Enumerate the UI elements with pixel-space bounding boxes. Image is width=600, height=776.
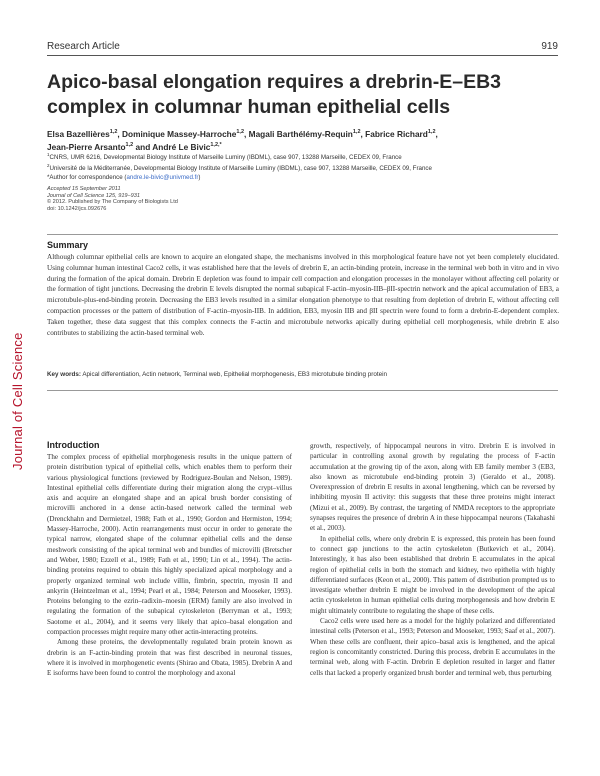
affiliation-2-text: Université de la Méditerranée, Developmental Biology Institute of Marseille Luminy (IBDML), case 907, 13288 Marseille, CEDEX 09, France xyxy=(49,165,432,173)
correspondence-suffix: ) xyxy=(198,173,201,181)
author-affiliation-marker: 1,2 xyxy=(236,129,245,135)
author-affiliation-marker: 1,2,* xyxy=(210,141,222,148)
body-column-left xyxy=(47,452,292,679)
affiliation-1-text: CNRS, UMR 6216, Developmental Biology Institute of Marseille Luminy (IBDML), case 907, 13288 Marseille, CEDEX 09, France xyxy=(49,154,402,162)
author-name: Magali Barthélémy-Requin xyxy=(248,128,353,139)
keywords-divider xyxy=(47,390,558,391)
paragraph: growth, respectively, of hippocampal neurons in vitro. Drebrin E is involved in particular in controlling axonal growth by regulating the process of F-actin accumulation at the growing tip of the axon, along with EB family member 3 (EB3, also known as microtubule end-binding protein 3) (Geraldo et al., 2008). Overexpression of drebrin E results in axonal lengthening, which can be reversed by inhibiting myosin II activity: this suggests that these three proteins might interact (Mizui et al., 2009). By contrast, the targeting of NMDA receptors to the appropriate synapses requires the presence of drebrin A in these hippocampal neurons (Takahashi et al., 2003). xyxy=(310,442,555,533)
author-name: Jean-Pierre Arsanto xyxy=(47,141,126,152)
author-affiliation-marker: 1,2 xyxy=(352,129,361,135)
journal-name: Journal of Cell Science xyxy=(10,332,25,470)
keywords xyxy=(47,370,559,379)
introduction-heading: Introduction xyxy=(47,440,100,450)
header-divider xyxy=(47,55,558,56)
author-name: André Le Bivic xyxy=(152,141,211,152)
author-line-1 xyxy=(47,127,567,140)
correspondence xyxy=(47,174,567,182)
author-separator: , xyxy=(244,128,249,139)
body-column-right xyxy=(310,441,555,678)
running-header xyxy=(47,41,558,52)
correspondence-email-link[interactable]: andre.le-bivic@univmed.fr xyxy=(126,173,199,181)
author-name: Fabrice Richard xyxy=(365,128,428,139)
title-line-1: Apico-basal elongation requires a drebrin-E–EB3 xyxy=(47,71,502,93)
accepted-date: Accepted 15 September 2011 xyxy=(47,186,121,192)
author-separator: , xyxy=(117,128,123,139)
affiliations xyxy=(47,151,567,182)
affiliation-2: $^2$Université de la Méditerranée, Developmental Biology Institute of Marseille Luminy (IBDML), case 907, 13288 Marseille, CEDEX 09, France xyxy=(47,163,432,173)
page-number: 919 xyxy=(541,41,558,52)
journal-reference: Journal of Cell Science 125, 919–931 xyxy=(47,192,140,199)
doi: doi: 10.1242/jcs.092676 xyxy=(47,205,107,212)
affiliation-1: $^1$CNRS, UMR 6216, Developmental Biology Institute of Marseille Luminy (IBDML), case 907, 13288 Marseille, CEDEX 09, France xyxy=(47,152,402,162)
summary-text: Although columnar epithelial cells are known to acquire an elongated shape, the mechanisms involved in this morphological feature have not yet been completely elucidated. Using columnar human intestinal Caco2 cells, it was established here that the levels of drebrin E, an actin-binding protein, increase in the terminal web both in vitro and in vivo during the formation of the apical domain. Drebrin E depletion was found to impair cell compaction and elongation processes in the monolayer without affecting cell polarity or the formation of tight junctions. Decreasing the drebrin E levels disrupted the normal subapical F-actin–myosin-IIB–βII-spectrin network and the apical accumulation of EB3, a microtubule-plus-end-binding protein. Decreasing the EB3 levels resulted in a similar elongation phenotype to that resulting from depletion of drebrin E, without affecting cell compaction processes or the pattern of distribution of F-actin–myosin-IIB. In addition, EB3, myosin IIB and βII spectrin were found to form a drebrin-E-dependent complex. Taken together, these data suggest that this complex connects the F-actin and microtubule networks apically during epithelial cell morphogenesis, while drebrin E also contributes to stabilizing the actin-based terminal web. xyxy=(47,253,559,337)
article-metadata xyxy=(47,186,347,212)
section-label: Research Article xyxy=(47,41,120,52)
author-separator: , xyxy=(360,128,366,139)
author-affiliation-marker: 1,2 xyxy=(125,141,134,148)
paragraph: Among these proteins, the developmentally regulated brain protein known as drebrin is an F-actin-binding protein that was first described in neuronal tissues, where it is involved in morphogenetic events (Shirao and Obata, 1985). Drebrin A and E isoforms have been found to control the morphology and axonal xyxy=(47,638,292,678)
author-affiliation-marker: 1,2 xyxy=(427,129,436,135)
author-affiliation-marker: 1,2 xyxy=(109,129,118,135)
paragraph: In epithelial cells, where only drebrin E is expressed, this protein has been found to connect gap junctions to the actin cytoskeleton (Butkevich et al., 2004). Interestingly, it has also been established that drebrin E accumulates in the apical region of epithelial cells in both the stomach and kidney, two epithelia with highly differentiated surfaces (Keon et al., 2000). This pattern of distribution prompted us to investigate whether drebrin E might be involved in the development of the apical actin cytoskeleton in human epithelial cells during morphogenesis and how drebrin E might ultimately contribute to regulating the shape of these cells. xyxy=(310,534,555,615)
author-separator: and xyxy=(133,141,153,152)
author-separator: , xyxy=(435,128,438,139)
paragraph: The complex process of epithelial morphogenesis results in the unique pattern of protein distribution typical of epithelial cells, which enables them to perform their various physiological functions (reviewed by Rodriguez-Boulan and Nelson, 1989). Intestinal epithelial cells differentiate during their migration along the crypt–villus axis and acquire an elongated shape and an apical brush border consisting of microvilli anchored in a dense actin-based network called the terminal web (Drenckhahn and Dermietzel, 1988; Fath et al., 1990; Gordon and Hermiston, 1994; Massey-Harroche, 2000). Actin rearrangements must occur in order to generate the typical narrow, elongated shape of the columnar epithelial cells and the dense meshwork consisting of the apical terminal web and bundles of microvilli (Bretscher and Weber, 1980; Ezzell et al., 1989; Fath et al., 1990; Lin et al., 1994). The actin-binding proteins required to obtain this highly specialized apical morphology and a properly organized terminal web include villin, fimbrin, spectrin, myosin II and ankyrin (Heintzelman et al., 1994; Pearl et al., 1984; Peterson and Mooseker, 1993). Proteins belonging to the ezrin–radixin–moesin (ERM) family are also involved in regulating the formation of the subapical cytoskeleton (Berryman et al., 1993; Saotome et al., 2004), and it seems very likely that apico–basal elongation and compaction processes might require many other actin-interacting proteins. xyxy=(47,453,292,637)
author-list xyxy=(47,127,567,153)
author-name: Dominique Massey-Harroche xyxy=(122,128,237,139)
title-line-2: complex in columnar human epithelial cells xyxy=(47,96,451,118)
author-name: Elsa Bazellières xyxy=(47,128,110,139)
keywords-label: Key words: xyxy=(47,371,81,378)
keywords-text: Apical differentiation, Actin network, Terminal web, Epithelial morphogenesis, EB3 microtubule binding protein xyxy=(82,371,387,378)
correspondence-prefix: *Author for correspondence ( xyxy=(47,173,127,181)
article-title xyxy=(47,70,557,120)
paragraph: Caco2 cells were used here as a model for the highly polarized and differentiated intestinal cells (Peterson et al., 1993; Peterson and Mooseker, 1993; Saaf et al., 2007). When these cells are confluent, their apico–basal axis is lengthened, and the apical region is concomitantly constricted. During this process, drebrin E accumulates in the terminal web, along with F-actin. Drebrin E depletion resulted in larger and flatter cells that lacked a properly organized brush border and terminal web, thus perturbing xyxy=(310,617,555,677)
metadata-divider xyxy=(47,234,558,235)
summary-heading: Summary xyxy=(47,240,89,250)
copyright: © 2012. Published by The Company of Biologists Ltd xyxy=(47,199,178,206)
